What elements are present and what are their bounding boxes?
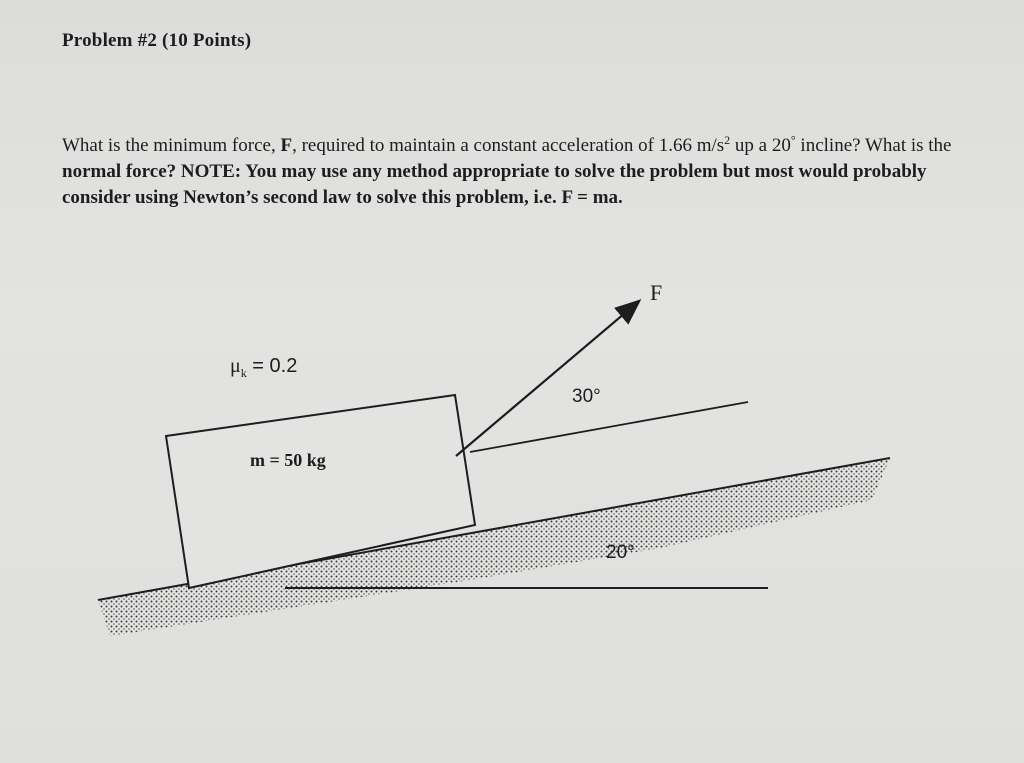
question-part: up a 20 [730,135,791,156]
force-symbol: F [280,135,293,156]
force-label: F [650,280,663,305]
mu-subscript: k [240,366,247,380]
superscript: 2 [724,133,731,147]
incline-angle-label: 20° [606,542,635,563]
degree-symbol: ° [790,133,796,147]
note-text: NOTE: You may use any method appropriate to solve the problem but most would probably consider using Newton’s second law to solve this problem, i.e. F = ma. [62,161,927,208]
question-part: What is the minimum force, [62,135,281,156]
mu-symbol: μ [230,355,241,377]
normal-force-phrase: normal force? [62,161,177,182]
question-part: incline? What is the [795,135,952,156]
mass-label: m = 50 kg [250,450,326,470]
force-arrow [456,302,638,456]
problem-title: Problem #2 (10 Points) [62,30,252,51]
mu-label [230,355,297,380]
mu-value: = 0.2 [246,355,298,377]
force-angle-label: 30° [572,386,601,407]
question-part: , required to maintain a constant acceleration of 1.66 m/s [292,135,725,156]
